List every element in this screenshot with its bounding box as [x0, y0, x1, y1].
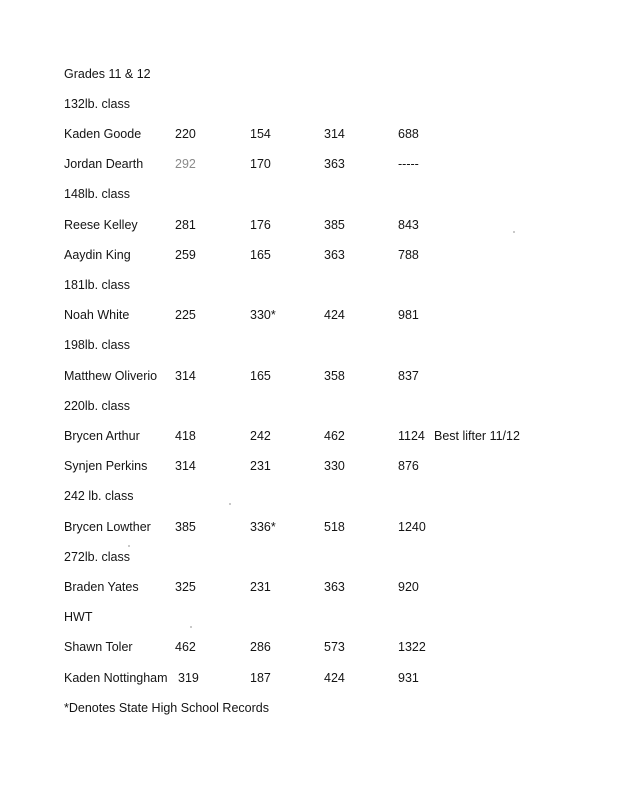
document-heading: Grades 11 & 12 — [64, 67, 151, 81]
lift-score-3: 424 — [324, 308, 345, 322]
class-heading-line — [0, 608, 618, 626]
lift-score-3: 358 — [324, 369, 345, 383]
scan-speck — [513, 231, 515, 233]
scan-speck — [128, 545, 130, 547]
weight-class-label: 181lb. class — [64, 278, 131, 292]
lifter-name: Braden Yates — [64, 580, 139, 594]
lift-total: 1322 — [398, 640, 426, 654]
lift-score-3: 363 — [324, 157, 345, 171]
lift-score-1: 314 — [175, 369, 196, 383]
lift-score-3: 363 — [324, 248, 345, 262]
lift-score-2: 176 — [250, 218, 271, 232]
lifter-name: Kaden Goode — [64, 127, 142, 141]
lift-total: 981 — [398, 308, 419, 322]
lift-score-2: 336* — [250, 520, 276, 534]
award-note: Best lifter 11/12 — [434, 429, 520, 443]
lift-score-3: 363 — [324, 580, 345, 594]
lifter-row — [0, 367, 618, 385]
weight-class-label: 272lb. class — [64, 550, 131, 564]
lift-score-3: 385 — [324, 218, 345, 232]
lifter-name: Noah White — [64, 308, 130, 322]
lift-score-2: 154 — [250, 127, 271, 141]
class-heading-line — [0, 397, 618, 415]
lifter-row — [0, 669, 618, 687]
lifter-row — [0, 155, 618, 173]
lifter-row — [0, 246, 618, 264]
lift-score-1: 281 — [175, 218, 196, 232]
lifter-name: Synjen Perkins — [64, 459, 148, 473]
lift-score-2: 231 — [250, 580, 271, 594]
lift-score-1: 325 — [175, 580, 196, 594]
lift-score-2: 165 — [250, 248, 271, 262]
weight-class-label: HWT — [64, 610, 93, 624]
lifter-name: Aaydin King — [64, 248, 131, 262]
lift-score-1: 319 — [178, 671, 199, 685]
class-heading-line — [0, 276, 618, 294]
lift-score-1: 292 — [175, 157, 196, 171]
lift-score-1: 314 — [175, 459, 196, 473]
lifter-row — [0, 427, 618, 445]
scan-speck — [190, 626, 192, 628]
lifter-name: Jordan Dearth — [64, 157, 144, 171]
lift-score-1: 385 — [175, 520, 196, 534]
lifter-name: Kaden Nottingham — [64, 671, 168, 685]
scan-speck — [229, 503, 231, 505]
lift-score-2: 187 — [250, 671, 271, 685]
lift-total: 788 — [398, 248, 419, 262]
lifter-row — [0, 578, 618, 596]
lifter-name: Brycen Lowther — [64, 520, 151, 534]
lift-score-3: 330 — [324, 459, 345, 473]
lift-total: 843 — [398, 218, 419, 232]
lift-score-3: 573 — [324, 640, 345, 654]
class-heading-line — [0, 548, 618, 566]
heading-line — [0, 65, 618, 83]
lift-total: 1240 — [398, 520, 426, 534]
lift-score-1: 225 — [175, 308, 196, 322]
lift-score-2: 165 — [250, 369, 271, 383]
lifter-row — [0, 216, 618, 234]
weight-class-label: 132lb. class — [64, 97, 131, 111]
lift-total: 876 — [398, 459, 419, 473]
lifter-name: Reese Kelley — [64, 218, 138, 232]
lift-score-2: 330* — [250, 308, 276, 322]
lift-score-2: 242 — [250, 429, 271, 443]
lift-score-3: 424 — [324, 671, 345, 685]
lifter-name: Shawn Toler — [64, 640, 133, 654]
weight-class-label: 242 lb. class — [64, 489, 134, 503]
lift-score-2: 286 — [250, 640, 271, 654]
lift-score-2: 231 — [250, 459, 271, 473]
lift-total: ----- — [398, 157, 419, 171]
lifter-name: Brycen Arthur — [64, 429, 140, 443]
lift-total: 1124 — [398, 429, 425, 443]
lift-score-3: 314 — [324, 127, 345, 141]
lift-score-1: 462 — [175, 640, 196, 654]
class-heading-line — [0, 336, 618, 354]
lift-score-1: 418 — [175, 429, 196, 443]
lift-score-3: 462 — [324, 429, 345, 443]
footnote-line — [0, 699, 618, 717]
lift-total: 920 — [398, 580, 419, 594]
class-heading-line — [0, 185, 618, 203]
lifter-name: Matthew Oliverio — [64, 369, 158, 383]
lifter-row — [0, 306, 618, 324]
class-heading-line — [0, 487, 618, 505]
lift-total: 688 — [398, 127, 419, 141]
lift-total: 837 — [398, 369, 419, 383]
lifter-row — [0, 125, 618, 143]
footnote: *Denotes State High School Records — [64, 701, 269, 715]
class-heading-line — [0, 95, 618, 113]
lifter-row — [0, 457, 618, 475]
lift-total: 931 — [398, 671, 419, 685]
lift-score-2: 170 — [250, 157, 271, 171]
lift-score-3: 518 — [324, 520, 345, 534]
weight-class-label: 148lb. class — [64, 187, 131, 201]
lift-score-1: 259 — [175, 248, 196, 262]
lifter-row — [0, 638, 618, 656]
weight-class-label: 198lb. class — [64, 338, 131, 352]
lift-score-1: 220 — [175, 127, 196, 141]
weight-class-label: 220lb. class — [64, 399, 131, 413]
lifter-row — [0, 518, 618, 536]
